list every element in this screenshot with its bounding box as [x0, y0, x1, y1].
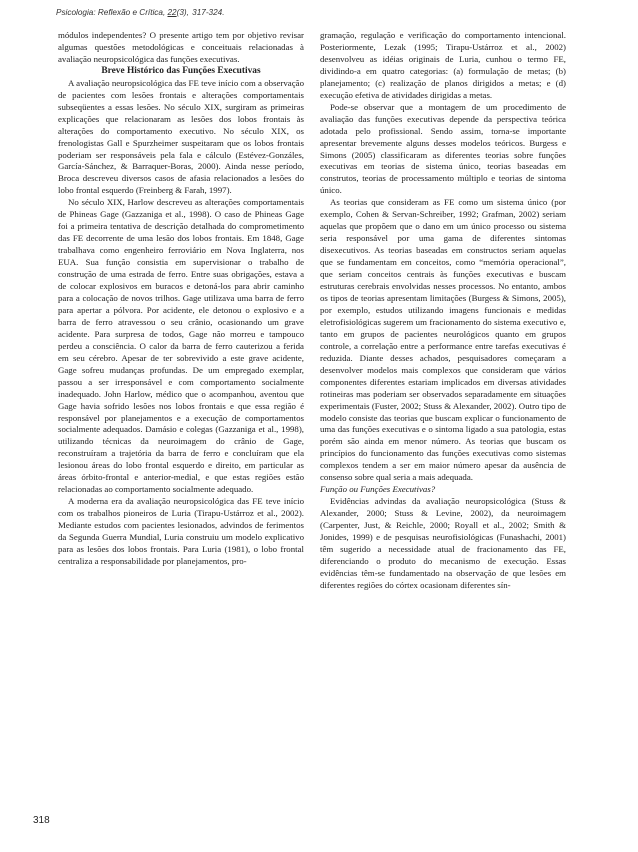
paragraph: Evidências advindas da avaliação neuropsicológica (Stuss & Alexander, 2000; Stuss & Levine, 2002), da neuroimagem (Carpenter, Just, & Reichle, 2000; Royall et al., 2002; Smith & Jonides, 1999) e de pesquisas neurofisiológicas (Funashachi, 2001) têm sugerido a necessidade atual de fracionamento das FE, diferenciando o produto do mecanismo de execução. Essas evidências têm-se fundamentado na observação de que lesões em diferentes regiões do córtex ocasionam diferentes sín- — [320, 496, 566, 590]
right-column — [320, 30, 566, 592]
paragraph: No século XIX, Harlow descreveu as alterações comportamentais de Phineas Gage (Gazzaniga et al., 1998). O caso de Phineas Gage foi a primeira tentativa de descrição detalhada do comprometimento das FE decorrente de uma lesão dos lobos frontais. Em 1848, Gage trabalhava como engenheiro ferroviário em Nova Inglaterra, nos EUA. Sua função consistia em supervisionar o trabalho de construção de uma estrada de ferro. Entre suas obrigações, estava a de colocar explosivos em buracos e detoná-los para abrir caminho para a colocação de novos trilhos. Gage utilizava uma barra de ferro para apertar a pólvora. Por acidente, ele detonou o explosivo e a barra de ferro atravessou o seu crânio, ocasionando um grave acidente. Para surpresa de todos, Gage não morreu e tampouco perdeu a consciência. O calor da barra de ferro cauterizou a ferida em seu cérebro. Apesar de ter sobrevivido a este grave acidente, Gage sofreu mudanças profundas. De um empregado exemplar, passou a ser irresponsável e com comportamento socialmente inadequado. John Harlow, médico que o acompanhou, aventou que Gage havia sofrido lesões nos lobos frontais e que essa região é responsável por planejamentos e a execução de comportamentos socialmente adequados. Damásio e colegas (Gazzaniga et al., 1998), utilizando técnicas da neuroimagem do crânio de Gage, reconstruíram a trajetória da barra de ferro e concluíram que ela lesionou áreas do lobo frontal esquerdo e direito, em particular as áreas órbito-frontal e anterior-medial, e que estas regiões estão relacionadas ao comportamento socialmente adequado. — [58, 197, 304, 495]
paragraph: A avaliação neuropsicológica das FE teve início com a observação de pacientes com lesões frontais e alterações comportamentais subseqüentes a essas lesões. No século XIX, surgiram as primeiras explicações que relacionaram as lesões dos lobos frontais às alterações do comportamento executivo. No século XIX, os frenologistas Gall e Spurzheimer suspeitaram que os lobos frontais poderiam ser responsáveis pela fala e cálculo (Estévez-Gonzáles, García-Sánchez, & Barraquer-Boras, 2000). Ainda nesse período, Broca descreveu diversos casos de afasia relacionados a lesões do lobo frontal esquerdo (Freinberg & Farah, 1997). — [58, 77, 304, 196]
paragraph: As teorias que consideram as FE como um sistema único (por exemplo, Cohen & Servan-Schreiber, 1992; Grafman, 2002) seriam aquelas que propõem que o dano em um único processo ou sistema seria responsável por uma gama de diferentes sintomas disexecutivos. As teorias baseadas em constructos seriam aquelas que se fundamentam em conceitos, como “memória operacional”, que seriam conceitos centrais às funções executivas e buscam estruturas cerebrais envolvidas nesses processos. No entanto, ambos os tipos de teorias apresentam limitações (Burgess & Simons, 2005), por exemplo, estudos utilizando imagens funcionais e medidas eletrofisiológicas sugerem um fracionamento do sistema executivo e, tanto em grupos de pacientes neurológicos quanto em grupos controle, a correlação entre a performance entre tarefas executivas é reduzida. Diante desses achados, pesquisadores começaram a desenvolver modelos mais complexos que consideram que vários componentes diferentes estariam implicados em diversas atividades rotineiras mas poderiam ser observados separadamente em situações experimentais (Fuster, 2002; Stuss & Alexander, 2002). Outro tipo de modelo consiste das teorias que buscam explicar o funcionamento de uma das funções executivas e o sintoma ligado a sua patologia, estas porém são ainda em menor número. As teorias que buscam os princípios do funcionamento das funções executivas como sistemas complexos tendem a ser em maior número apesar da ausência de consenso sobre qual seria a mais adequada. — [320, 197, 566, 483]
left-column — [58, 30, 304, 568]
running-head — [56, 8, 225, 17]
paragraph: Pode-se observar que a montagem de um procedimento de avaliação das funções executivas depende da perspectiva teórica adotada pelo profissional. Sendo assim, torna-se importante apresentar brevemente alguns desses modelos teóricos. Burgess e Simons (2005) classificaram as diferentes teorias sobre funções executivas em teorias de sistema único, teorias baseadas em construtos, teorias de processamento múltiplo e teorias de sintoma único. — [320, 101, 566, 196]
sub-heading: Função ou Funções Executivas? — [320, 484, 436, 495]
paragraph-continuation: gramação, regulação e verificação do comportamento intencional. Posteriormente, Lezak (1995; Tirapu-Ustárroz et al., 2002) desenvolveu as idéias originais de Luria, cunhou o termo FE, dividindo-a em quatro categorias: (a) formulação de metas; (b) planejamento; (c) realização de planos dirigidos a metas; e (d) execução efetiva de atividades dirigidas a metas. — [320, 30, 566, 100]
page-number: 318 — [33, 815, 50, 826]
journal-pages: 317-324. — [192, 8, 225, 17]
paragraph: A moderna era da avaliação neuropsicológica das FE teve início com os trabalhos pioneiros de Luria (Tirapu-Ustárroz et al., 2002). Mediante estudos com pacientes lesionados, advindos de ferimentos da Segunda Guerra Mundial, Luria construiu um modelo explicativo para as lesões dos lobos frontais. Para Luria (1981), o lobo frontal centraliza a responsabilidade por planejamentos, pro- — [58, 496, 304, 566]
paragraph-intro-continuation: módulos independentes? O presente artigo tem por objetivo revisar algumas questões metodológicas e conceituais relacionadas à avaliação neuropsicológica das funções executivas. — [58, 30, 304, 64]
journal-issue: (3), — [176, 8, 189, 17]
journal-name: Psicologia: Reflexão e Crítica, — [56, 8, 166, 17]
section-heading: Breve Histórico das Funções Executivas — [101, 65, 261, 76]
journal-volume: 22 — [167, 8, 177, 17]
